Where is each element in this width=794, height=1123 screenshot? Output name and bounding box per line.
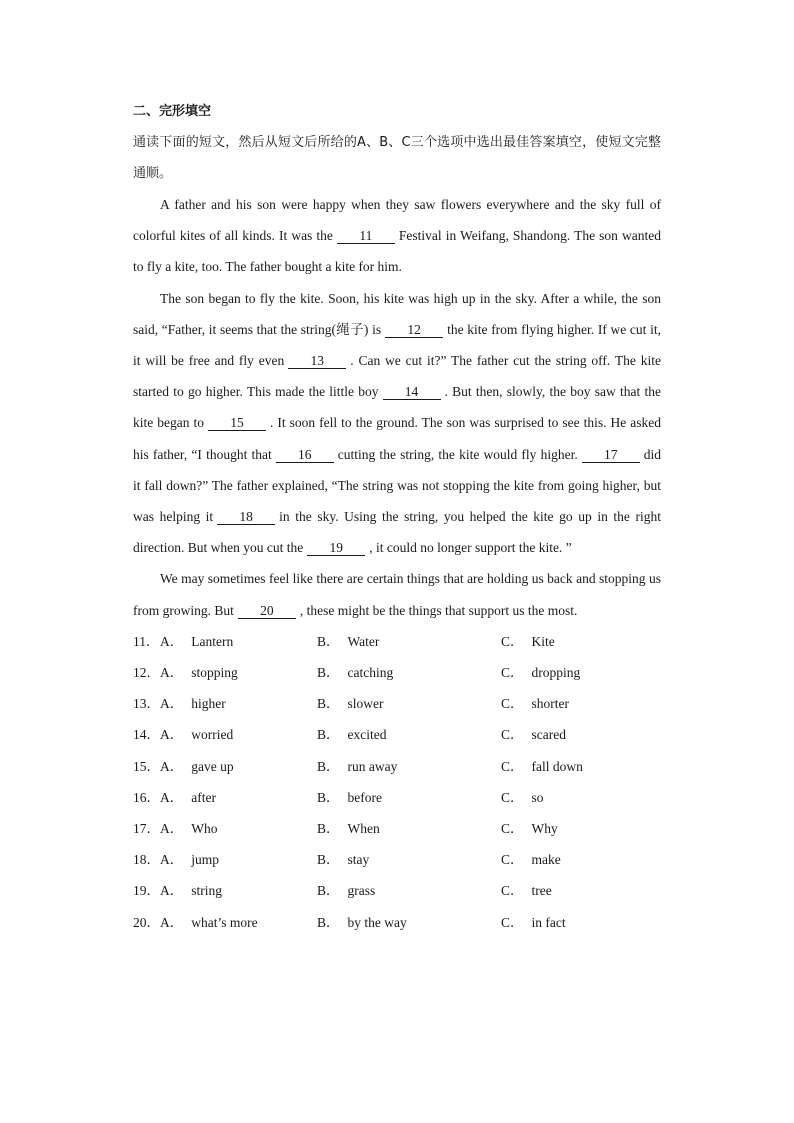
option-c: C． shorter: [501, 696, 570, 712]
option-b: B． stay: [317, 852, 370, 868]
passage-text: . It soon fell to the ground. The son was surprised to see this. He asked his father, “I thought that: [133, 415, 662, 462]
blank-14: 14: [383, 385, 441, 400]
blank-18: 18: [217, 510, 275, 525]
option-b: B． catching: [317, 665, 394, 681]
passage-text: . But then, slowly, the boy saw that the kite began to: [133, 384, 661, 431]
option-a: A． jump: [160, 852, 220, 868]
option-row: [133, 719, 661, 750]
instruction-text: 通读下面的短文，然后从短文后所给的A、B、C三个选项中选出最佳答案填空，使短文完整通顺。: [133, 135, 661, 181]
passage-text: The son began to fly the kite. Soon, his kite was high up in the sky. After a while, the son said, “Father, it seems that the string(绳子) is: [133, 290, 661, 337]
option-a: A． gave up: [160, 758, 234, 774]
question-number: 16．: [133, 789, 160, 805]
passage-text: , it could no longer support the kite. ”: [369, 540, 572, 556]
blank-15: 15: [208, 416, 266, 431]
passage-paragraph-3: [133, 563, 661, 625]
passage-text: We may sometimes feel like there are certain things that are holding us back and stopping us from growing. But: [133, 571, 661, 618]
passage-text: A father and his son were happy when they saw flowers everywhere and the sky full of colorful kites of all kinds. It was the: [133, 197, 661, 244]
option-b: B． When: [317, 820, 380, 836]
question-number: 17．: [133, 820, 160, 836]
document-page: [133, 96, 661, 938]
blank-19: 19: [307, 541, 365, 556]
option-row: [133, 688, 661, 719]
option-b: B． Water: [317, 633, 380, 649]
passage-text: did it fall down?” The father explained, “The string was not stopping the kite from going higher, but was helping it: [133, 446, 661, 525]
option-b: B． run away: [317, 758, 398, 774]
blank-12: 12: [385, 323, 443, 338]
option-b: B． by the way: [317, 914, 407, 930]
option-a: A． higher: [160, 696, 226, 712]
option-c: C． Kite: [501, 633, 555, 649]
option-a: A． after: [160, 789, 216, 805]
option-b: B． before: [317, 789, 382, 805]
blank-11: 11: [337, 229, 395, 244]
option-row: [133, 751, 661, 782]
option-c: C． scared: [501, 727, 566, 743]
option-row: [133, 626, 661, 657]
option-c: C． in fact: [501, 914, 566, 930]
question-number: 20．: [133, 914, 160, 930]
option-a: A． what’s more: [160, 914, 258, 930]
option-c: C． dropping: [501, 665, 581, 681]
option-b: B． grass: [317, 883, 376, 899]
question-number: 11．: [133, 633, 160, 649]
section-title: 二、完形填空: [133, 104, 212, 119]
question-number: 14．: [133, 727, 160, 743]
blank-13: 13: [288, 354, 346, 369]
option-c: C． Why: [501, 820, 558, 836]
passage-paragraph-1: [133, 189, 661, 283]
option-row: [133, 782, 661, 813]
passage-paragraph-2: [133, 283, 661, 564]
option-b: B． excited: [317, 727, 387, 743]
blank-16: 16: [276, 448, 334, 463]
question-number: 13．: [133, 696, 160, 712]
option-row: [133, 657, 661, 688]
blank-20: 20: [238, 604, 296, 619]
passage-text: , these might be the things that support us the most.: [299, 602, 578, 618]
option-c: C． so: [501, 789, 544, 805]
option-c: C． tree: [501, 883, 552, 899]
options-list: [133, 626, 661, 938]
question-number: 15．: [133, 758, 160, 774]
option-b: B． slower: [317, 696, 384, 712]
option-a: A． stopping: [160, 665, 238, 681]
option-row: [133, 875, 661, 906]
option-row: [133, 844, 661, 875]
option-a: A． Lantern: [160, 633, 234, 649]
option-a: A． worried: [160, 727, 234, 743]
option-c: C． fall down: [501, 758, 583, 774]
passage-text: the kite from flying higher. If we cut it, it will be free and fly even: [133, 321, 661, 369]
question-number: 18．: [133, 852, 160, 868]
blank-17: 17: [582, 448, 640, 463]
question-number: 12．: [133, 665, 160, 681]
question-number: 19．: [133, 883, 160, 899]
option-a: A． string: [160, 883, 223, 899]
passage-text: Festival in Weifang, Shandong. The son wanted to fly a kite, too. The father bought a kite for him.: [133, 228, 661, 275]
passage-text: . Can we cut it?” The father cut the string off. The kite started to go higher. This made the little boy: [133, 353, 661, 400]
option-a: A． Who: [160, 820, 218, 836]
option-c: C． make: [501, 852, 561, 868]
option-row: [133, 813, 661, 844]
option-row: [133, 907, 661, 938]
passage-text: cutting the string, the kite would fly higher.: [337, 446, 578, 462]
passage-text: in the sky. Using the string, you helped the kite go up in the right direction. But when you cut the: [133, 509, 661, 556]
